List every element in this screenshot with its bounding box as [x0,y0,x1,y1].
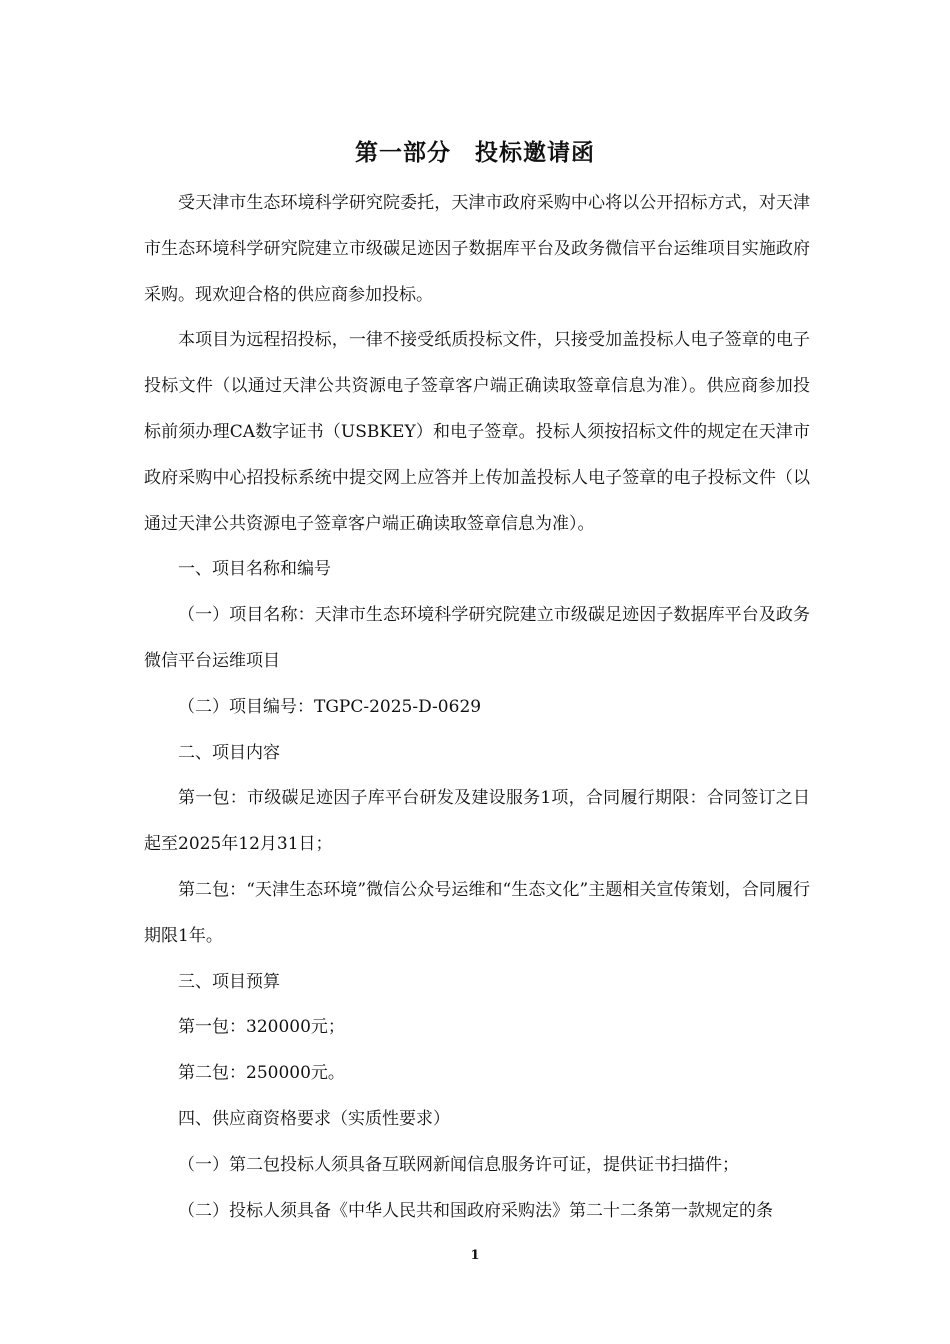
paragraph-budget-package-two: 第二包：250000元。 [178,1063,345,1084]
page-title: 第一部分 投标邀请函 [355,139,595,166]
paragraph-qualification-two: （二）投标人须具备《中华人民共和国政府采购法》第二十二条第一款规定的条 [178,1200,773,1221]
section-heading-project-name: 一、项目名称和编号 [178,559,331,580]
paragraph-budget-package-one: 第一包：320000元； [178,1017,345,1038]
paragraph-qualification-one: （一）第二包投标人须具备互联网新闻信息服务许可证，提供证书扫描件； [178,1154,739,1175]
paragraph-package-two: 第二包：“天津生态环境”微信公众号运维和“生态文化”主题相关宣传策划，合同履行期限1年。 [144,879,810,946]
paragraph-remote-bidding: 本项目为远程招投标，一律不接受纸质投标文件，只接受加盖投标人电子签章的电子投标文件（以通过天津公共资源电子签章客户端正确读取签章信息为准）。供应商参加投标前须办理CA数字证书（USBKEY）和电子签章。投标人须按招标文件的规定在天津市政府采购中心招投标系统中提交网上应答并上传加盖投标人电子签章的电子投标文件（以通过天津公共资源电子签章客户端正确读取签章信息为准）。 [144,330,810,534]
paragraph-intro: 受天津市生态环境科学研究院委托，天津市政府采购中心将以公开招标方式，对天津市生态环境科学研究院建立市级碳足迹因子数据库平台及政务微信平台运维项目实施政府采购。现欢迎合格的供应商参加投标。 [144,193,810,305]
paragraph-package-one: 第一包：市级碳足迹因子库平台研发及建设服务1项，合同履行期限：合同签订之日起至2025年12月31日； [144,788,810,855]
paragraph-project-name: （一）项目名称：天津市生态环境科学研究院建立市级碳足迹因子数据库平台及政务微信平台运维项目 [144,605,810,671]
paragraph-project-number: （二）项目编号：TGPC-2025-D-0629 [178,696,482,717]
page-number: 1 [470,1248,480,1263]
section-heading-project-content: 二、项目内容 [178,742,280,763]
document-body [144,181,810,1234]
section-heading-budget: 三、项目预算 [178,971,280,992]
section-heading-qualifications: 四、供应商资格要求（实质性要求） [178,1108,450,1129]
